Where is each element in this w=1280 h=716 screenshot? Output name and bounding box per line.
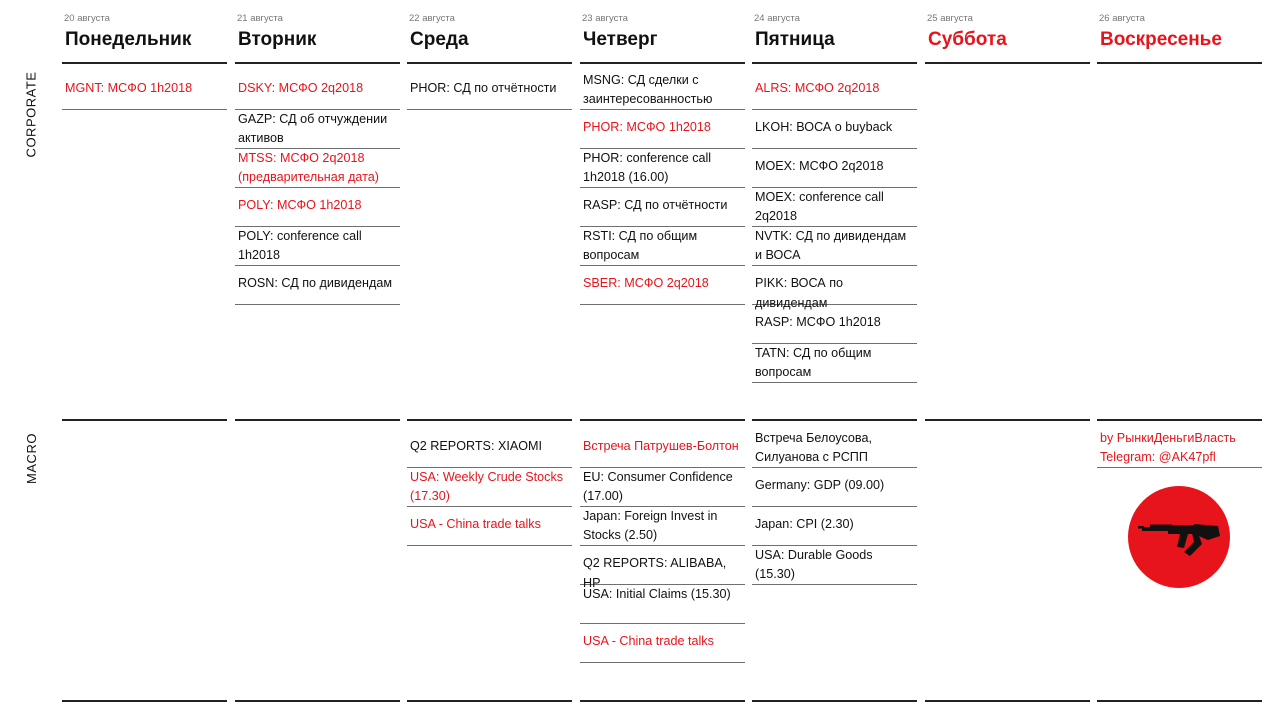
section-label-macro: MACRO (23, 432, 39, 484)
corporate-event: POLY: conference call 1h2018 (235, 227, 400, 266)
section-rule (407, 62, 572, 64)
corporate-event: ROSN: СД по дивидендам (235, 266, 400, 305)
day-date: 26 августа (1099, 13, 1145, 24)
section-rule (580, 62, 745, 64)
corporate-event: RSTI: СД по общим вопросам (580, 227, 745, 266)
macro-events (580, 429, 745, 663)
section-rule (752, 419, 917, 421)
section-rule (1097, 419, 1262, 421)
corporate-event: TATN: СД по общим вопросам (752, 344, 917, 383)
section-rule (407, 700, 572, 702)
day-date: 24 августа (754, 13, 800, 24)
macro-event: Встреча Белоусова, Силуанова с РСПП (752, 429, 917, 468)
section-rule (580, 419, 745, 421)
macro-event: USA: Durable Goods (15.30) (752, 546, 917, 585)
day-name: Четверг (583, 29, 658, 50)
corporate-event: POLY: МСФО 1h2018 (235, 188, 400, 227)
section-rule (62, 62, 227, 64)
corporate-events (752, 71, 917, 383)
corporate-event: MOEX: МСФО 2q2018 (752, 149, 917, 188)
rifle-icon (1128, 486, 1230, 588)
corporate-event: DSKY: МСФО 2q2018 (235, 71, 400, 110)
corporate-event: PHOR: conference call 1h2018 (16.00) (580, 149, 745, 188)
macro-event: EU: Consumer Confidence (17.00) (580, 468, 745, 507)
macro-event: Встреча Патрушев-Болтон (580, 429, 745, 468)
section-rule (925, 62, 1090, 64)
corporate-event: LKOH: ВОСА о buyback (752, 110, 917, 149)
corporate-event: MTSS: МСФО 2q2018 (предварительная дата) (235, 149, 400, 188)
corporate-events (62, 71, 227, 110)
day-name: Суббота (928, 29, 1007, 50)
section-rule (1097, 700, 1262, 702)
section-rule (235, 419, 400, 421)
day-name: Среда (410, 29, 469, 50)
macro-event: Q2 REPORTS: ALIBABA, HP (580, 546, 745, 585)
macro-event: Q2 REPORTS: XIAOMI (407, 429, 572, 468)
macro-events (407, 429, 572, 546)
section-rule (925, 419, 1090, 421)
day-name: Вторник (238, 29, 317, 50)
section-rule (62, 419, 227, 421)
logo (1128, 486, 1230, 588)
macro-event: Japan: CPI (2.30) (752, 507, 917, 546)
macro-event: USA - China trade talks (580, 624, 745, 663)
day-date: 21 августа (237, 13, 283, 24)
macro-event: Germany: GDP (09.00) (752, 468, 917, 507)
day-date: 20 августа (64, 13, 110, 24)
macro-events (752, 429, 917, 585)
macro-event: USA: Weekly Crude Stocks (17.30) (407, 468, 572, 507)
day-date: 25 августа (927, 13, 973, 24)
corporate-event: PIKK: ВОСА по дивидендам (752, 266, 917, 305)
macro-events (1097, 429, 1262, 468)
section-label-corporate: CORPORATE (23, 71, 39, 157)
section-rule (580, 700, 745, 702)
day-date: 23 августа (582, 13, 628, 24)
corporate-event: RASP: СД по отчётности (580, 188, 745, 227)
day-name: Воскресенье (1100, 29, 1222, 50)
corporate-event: RASP: МСФО 1h2018 (752, 305, 917, 344)
day-name: Пятница (755, 29, 835, 50)
section-rule (235, 700, 400, 702)
day-date: 22 августа (409, 13, 455, 24)
corporate-event: GAZP: СД об отчуждении активов (235, 110, 400, 149)
corporate-event: MOEX: conference call 2q2018 (752, 188, 917, 227)
corporate-event: MSNG: СД сделки с заинтересованностью (580, 71, 745, 110)
corporate-event: NVTK: СД по дивидендам и ВОСА (752, 227, 917, 266)
corporate-event: SBER: МСФО 2q2018 (580, 266, 745, 305)
section-rule (62, 700, 227, 702)
corporate-events (235, 71, 400, 305)
section-rule (752, 62, 917, 64)
day-name: Понедельник (65, 29, 192, 50)
macro-event: Japan: Foreign Invest in Stocks (2.50) (580, 507, 745, 546)
section-rule (407, 419, 572, 421)
section-rule (752, 700, 917, 702)
section-rule (235, 62, 400, 64)
macro-event: by РынкиДеньгиВласть Telegram: @AK47pfl (1097, 429, 1262, 468)
corporate-events (407, 71, 572, 110)
section-rule (925, 700, 1090, 702)
macro-event: USA: Initial Claims (15.30) (580, 585, 745, 624)
corporate-event: MGNT: МСФО 1h2018 (62, 71, 227, 110)
corporate-event: ALRS: МСФО 2q2018 (752, 71, 917, 110)
corporate-event: PHOR: МСФО 1h2018 (580, 110, 745, 149)
corporate-events (580, 71, 745, 305)
section-rule (1097, 62, 1262, 64)
macro-event: USA - China trade talks (407, 507, 572, 546)
corporate-event: PHOR: СД по отчётности (407, 71, 572, 110)
